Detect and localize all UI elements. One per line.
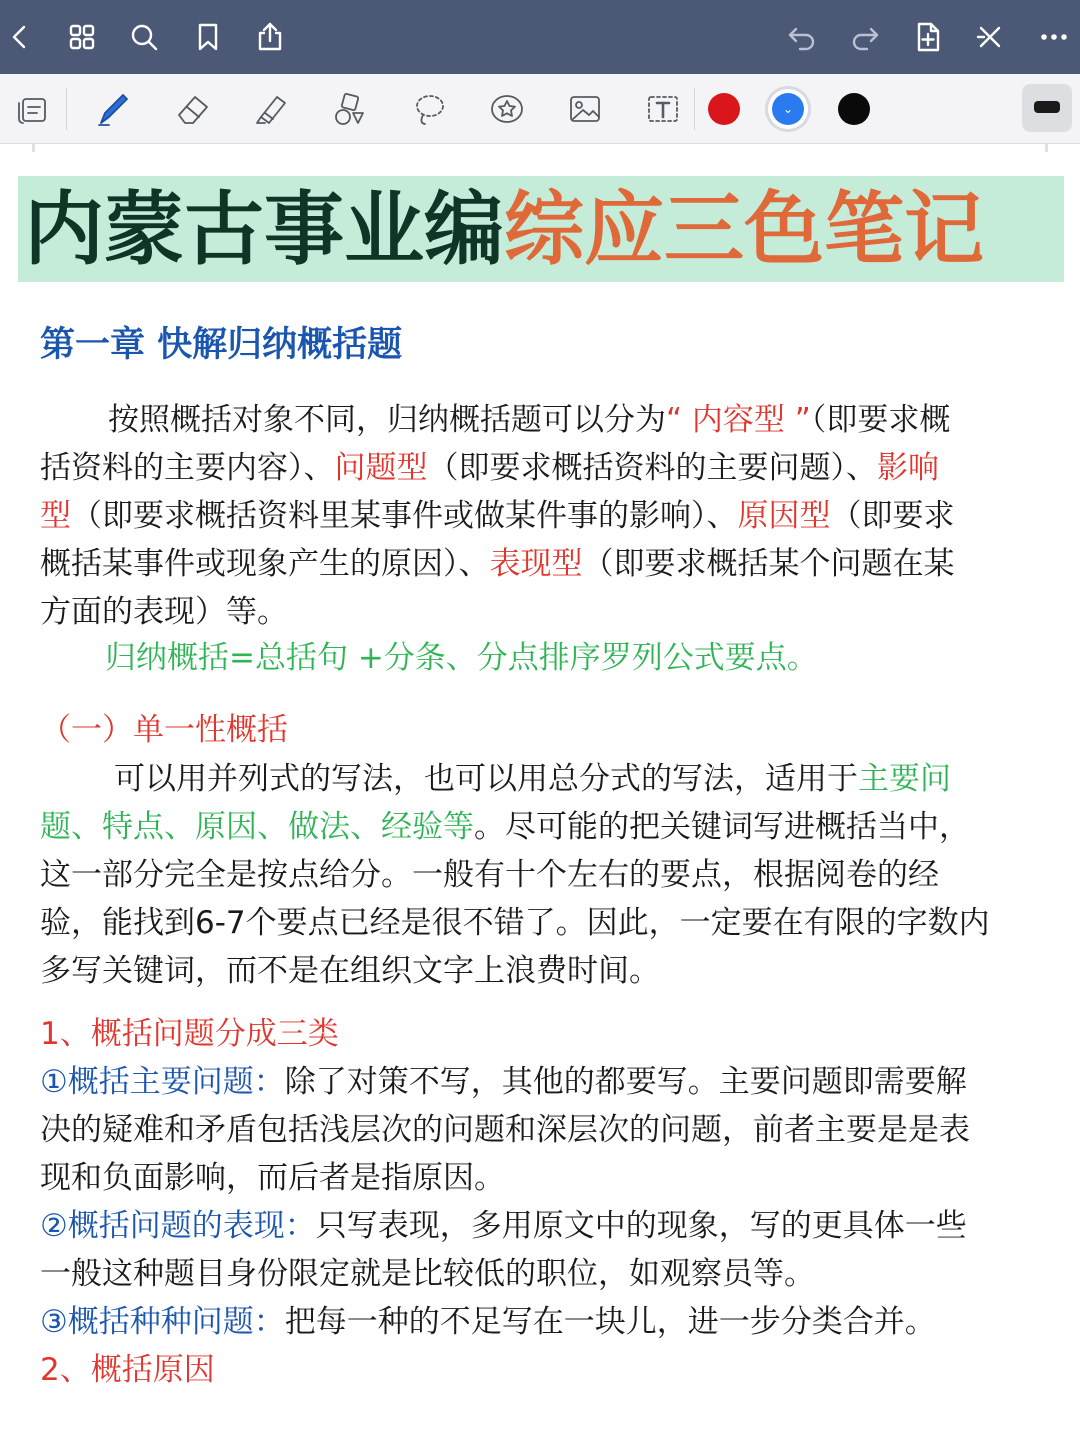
pen-color-black[interactable]: [838, 93, 870, 125]
more-icon[interactable]: [1034, 17, 1074, 57]
page-edge: [32, 144, 1048, 152]
close-icon[interactable]: [970, 17, 1010, 57]
share-icon[interactable]: [250, 17, 290, 57]
pen-color-blue[interactable]: [772, 93, 804, 125]
drawing-toolbar: [0, 74, 1080, 144]
redo-icon[interactable]: [845, 17, 885, 57]
search-icon[interactable]: [124, 17, 164, 57]
top-nav-bar: [0, 0, 1080, 74]
intro-paragraph: 按照概括对象不同，归纳概括题可以分为“ 内容型 ”（即要求概 括资料的主要内容）、问题型（即要求概括资料的主要问题）、影响 型（即要求概括资料里某事件或做某件事的影响）、原因型（即要求 概括某事件或现象产生的原因）、表现型（即要求概括某个问题在某 方面的表现）等。: [40, 402, 955, 630]
toolbar-divider: [66, 88, 67, 130]
section1-paragraph: 可以用并列式的写法，也可以用总分式的写法，适用于主要问 题、特点、原因、做法、经验等。尽可能的把关键词写进概括当中， 这一部分完全是按点给分。一般有十个左右的要点，根据阅卷的经 验，能找到6-7个要点已经是很不错了。因此，一定要在有限的字数内 多写关键词，而不是在组织文字上浪费时间。: [40, 761, 990, 989]
title-part-dark: 内蒙古事业编: [24, 183, 504, 276]
subsection-heading: 2、概括原因: [40, 1352, 215, 1388]
image-icon[interactable]: [562, 86, 608, 132]
grid-icon[interactable]: [62, 17, 102, 57]
reading-mode-icon[interactable]: [10, 86, 56, 132]
section-heading: （一）单一性概括: [40, 712, 288, 748]
shapes-icon[interactable]: [326, 86, 372, 132]
highlighter-icon[interactable]: [248, 86, 294, 132]
lasso-icon[interactable]: [406, 86, 452, 132]
undo-icon[interactable]: [782, 17, 822, 57]
text-icon[interactable]: [640, 86, 686, 132]
sticker-icon[interactable]: [484, 86, 530, 132]
page-title: [24, 180, 1064, 280]
list-item: ③概括种种问题：把每一种的不足写在一块儿，进一步分类合并。: [40, 1304, 936, 1340]
subsection-heading: 1、概括问题分成三类: [40, 1016, 339, 1052]
list-item: ①概括主要问题：除了对策不写，其他的都要写。主要问题即需要解: [40, 1064, 967, 1100]
chapter-heading: 第一章 快解归纳概括题: [40, 325, 403, 365]
toolbar-divider: [694, 88, 695, 130]
formula-text: 归纳概括=总括句 +分条、分点排序罗列公式要点。: [105, 640, 818, 676]
back-chevron-icon[interactable]: [0, 17, 40, 57]
bookmark-icon[interactable]: [188, 17, 228, 57]
pen-icon[interactable]: [90, 86, 136, 132]
list-item: ②概括问题的表现：只写表现，多用原文中的现象，写的更具体一些: [40, 1208, 967, 1244]
chevron-down-icon: ⌄: [782, 102, 794, 116]
eraser-icon[interactable]: [170, 86, 216, 132]
pen-color-red[interactable]: [708, 93, 740, 125]
title-part-orange: 综应三色笔记: [504, 183, 984, 276]
line-width-thick[interactable]: [1034, 101, 1060, 113]
problem-types-list: ①概括主要问题：除了对策不写，其他的都要写。主要问题即需要解 决的疑难和矛盾包括浅层次的问题和深层次的问题，前者主要是是表 现和负面影响，而后者是指原因。 ②概括问题的表现：只写表现，多用原文中的现象，写的更具体一些 一般这种题目身份限定就是比较低的职位，如观察员等。 ③概括种种问题：把每一种的不足写在一块儿，进一步分类合并。: [40, 1058, 1042, 1346]
add-page-icon[interactable]: [908, 17, 948, 57]
